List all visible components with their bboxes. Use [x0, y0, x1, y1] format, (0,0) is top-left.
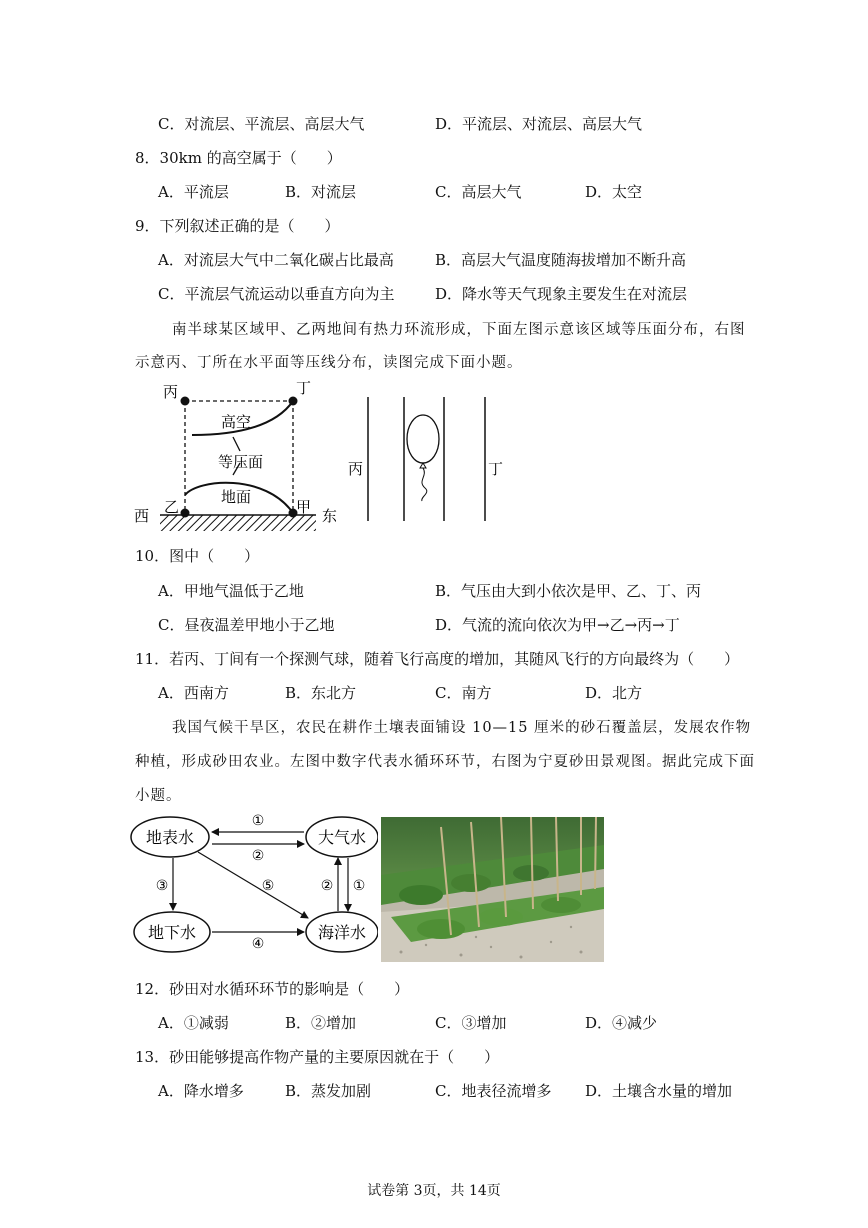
- q9-option-a: A．对流层大气中二氧化碳占比最高: [158, 251, 394, 269]
- label-dimian: 地面: [221, 488, 252, 506]
- label-bing: 丙: [163, 383, 179, 401]
- label-n2-right: ②: [320, 878, 334, 894]
- label-n2-top: ②: [251, 848, 265, 864]
- passage2-line3: 小题。: [135, 788, 182, 804]
- q13-stem: 13．砂田能够提高作物产量的主要原因就在于（ ）: [135, 1048, 500, 1066]
- label-xi: 西: [134, 507, 150, 525]
- q9-option-b: B．高层大气温度随海拔增加不断升高: [435, 251, 687, 269]
- q13-option-c: C．地表径流增多: [435, 1082, 552, 1100]
- atmosphere-water-label: 大气水: [317, 828, 367, 847]
- q10-option-d: D．气流的流向依次为甲→乙→丙→丁: [435, 616, 680, 634]
- q7-option-d: D．平流层、对流层、高层大气: [435, 115, 643, 133]
- ocean-water-label: 海洋水: [317, 923, 367, 942]
- q12-option-a: A．①减弱: [158, 1014, 229, 1032]
- passage2-line2: 种植，形成砂田农业。左图中数字代表水循环环节，右图为宁夏砂田景观图。据此完成下面: [135, 754, 755, 770]
- passage2-line1: 我国气候干旱区，农民在耕作土壤表面铺设 10—15 厘米的砂石覆盖层，发展农作物: [172, 720, 752, 736]
- q10-option-a: A．甲地气温低于乙地: [158, 582, 304, 600]
- page-footer: 试卷第 3页，共 14页: [367, 1183, 501, 1199]
- q13-option-a: A．降水增多: [158, 1082, 244, 1100]
- q8-option-d: D．太空: [585, 183, 643, 201]
- right-label-bing: 丙: [348, 460, 364, 478]
- sand-field-photo: [381, 817, 604, 962]
- passage1-line1: 南半球某区域甲、乙两地间有热力环流形成，下面左图示意该区域等压面分布，右图: [172, 322, 746, 338]
- water-cycle-diagram: [128, 810, 378, 960]
- balloon-string: [420, 463, 427, 501]
- label-jia: 甲: [296, 498, 312, 516]
- q11-option-b: B．东北方: [285, 684, 357, 702]
- label-n5: ⑤: [261, 878, 275, 894]
- label-n4: ④: [251, 936, 265, 952]
- label-n3: ③: [155, 878, 169, 894]
- label-dong: 东: [322, 507, 338, 525]
- q7-option-c: C．对流层、平流层、高层大气: [158, 115, 365, 133]
- label-yi: 乙: [164, 498, 180, 516]
- q11-option-c: C．南方: [435, 684, 492, 702]
- q8-option-c: C．高层大气: [435, 183, 522, 201]
- q11-option-d: D．北方: [585, 684, 643, 702]
- right-label-ding: 丁: [488, 460, 504, 478]
- q9-option-d: D．降水等天气现象主要发生在对流层: [435, 285, 688, 303]
- q12-option-c: C．③增加: [435, 1014, 507, 1032]
- q8-option-b: B．对流层: [285, 183, 357, 201]
- balloon: [407, 415, 439, 463]
- isobar-figure: [130, 375, 530, 535]
- q9-stem: 9．下列叙述正确的是（ ）: [135, 217, 340, 235]
- q13-option-d: D．土壤含水量的增加: [585, 1082, 733, 1100]
- point-bing: [181, 397, 190, 406]
- label-ding: 丁: [296, 379, 312, 397]
- q12-option-b: B．②增加: [285, 1014, 357, 1032]
- passage1-line2: 示意丙、丁所在水平面等压线分布，读图完成下面小题。: [135, 355, 523, 371]
- q11-stem: 11．若丙、丁间有一个探测气球，随着飞行高度的增加，其随风飞行的方向最终为（ ）: [135, 650, 740, 668]
- q12-option-d: D．④减少: [585, 1014, 658, 1032]
- surface-water-label: 地表水: [145, 828, 195, 847]
- point-yi: [181, 509, 190, 518]
- label-n1-right: ①: [352, 878, 366, 894]
- q8-option-a: A．平流层: [158, 183, 229, 201]
- point-ding: [289, 397, 298, 406]
- q11-option-a: A．西南方: [158, 684, 229, 702]
- label-dengyamian: 等压面: [218, 453, 264, 471]
- q8-stem: 8．30km 的高空属于（ ）: [135, 149, 342, 167]
- q9-option-c: C．平流层气流运动以垂直方向为主: [158, 285, 395, 303]
- label-n1-top: ①: [251, 813, 265, 829]
- groundwater-label: 地下水: [147, 923, 197, 942]
- q10-option-c: C．昼夜温差甲地小于乙地: [158, 616, 335, 634]
- q12-stem: 12．砂田对水循环环节的影响是（ ）: [135, 980, 410, 998]
- q10-option-b: B．气压由大到小依次是甲、乙、丁、丙: [435, 582, 702, 600]
- q13-option-b: B．蒸发加剧: [285, 1082, 372, 1100]
- label-gaokong: 高空: [221, 413, 252, 431]
- q10-stem: 10．图中（ ）: [135, 547, 260, 565]
